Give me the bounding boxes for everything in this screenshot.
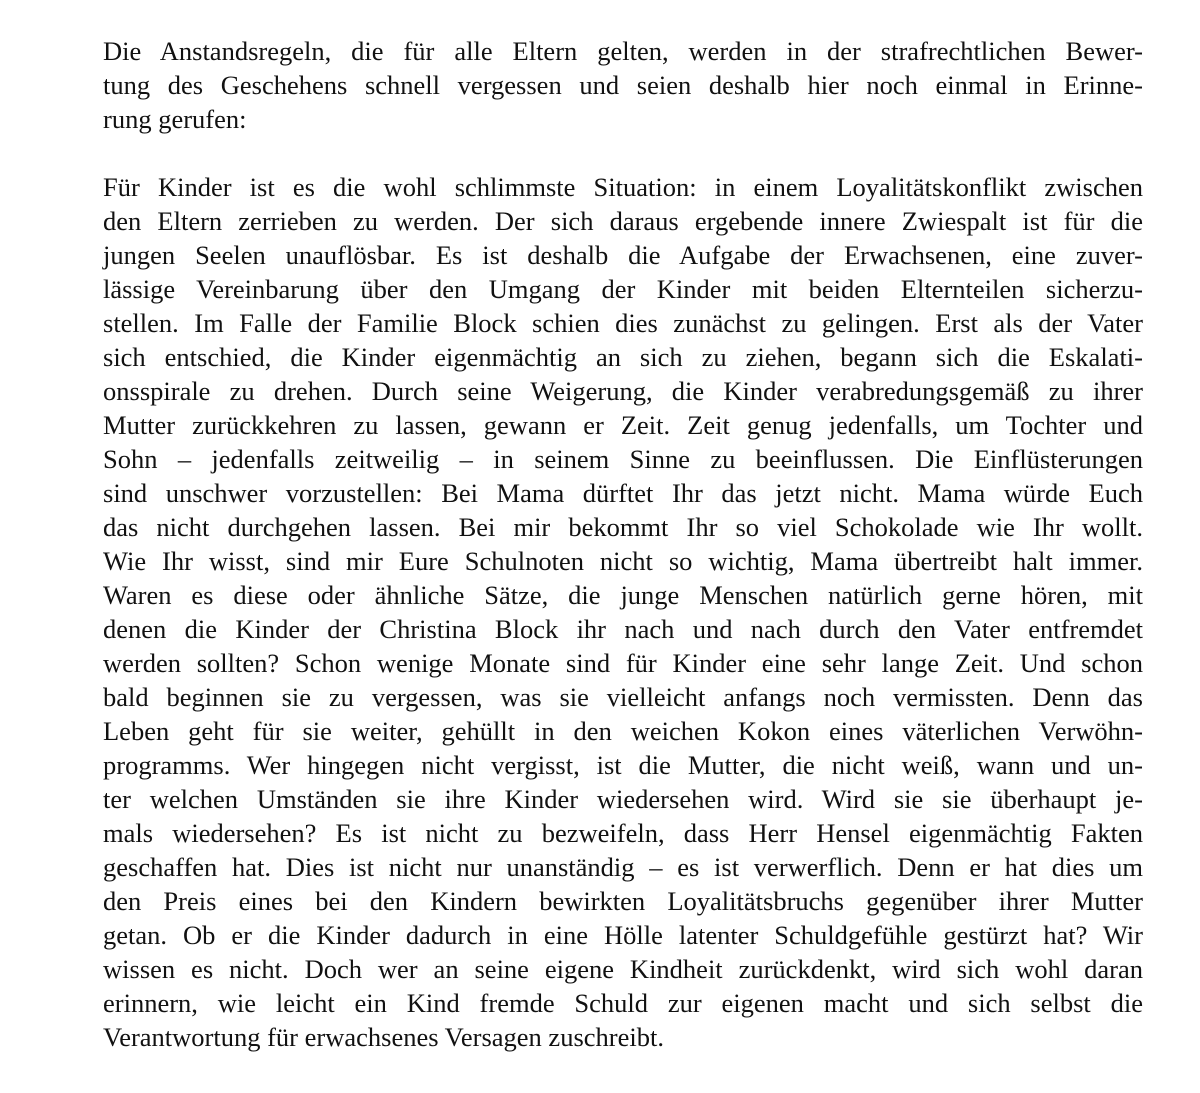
text-line: denen die Kinder der Christina Block ihr nach und nach durch den Vater entfremdet [103,614,1143,644]
text-line: onsspirale zu drehen. Durch seine Weigerung, die Kinder verabredungsgemäß zu ihrer [103,376,1143,406]
text-line: ter welchen Umständen sie ihre Kinder wiedersehen wird. Wird sie sie überhaupt je- [103,784,1143,814]
text-line: sich entschied, die Kinder eigenmächtig an sich zu ziehen, begann sich die Eskalati- [103,342,1143,372]
text-line: Leben geht für sie weiter, gehüllt in den weichen Kokon eines väterlichen Verwöhn- [103,716,1143,746]
text-line: programms. Wer hingegen nicht vergisst, ist die Mutter, die nicht weiß, wann und un- [103,750,1143,780]
text-line: jungen Seelen unauflösbar. Es ist deshalb die Aufgabe der Erwachsenen, eine zuver- [103,240,1143,270]
document-page [103,34,1143,1054]
text-line: Waren es diese oder ähnliche Sätze, die junge Menschen natürlich gerne hören, mit [103,580,1143,610]
text-line: wissen es nicht. Doch wer an seine eigene Kindheit zurückdenkt, wird sich wohl daran [103,954,1143,984]
text-line: werden sollten? Schon wenige Monate sind für Kinder eine sehr lange Zeit. Und schon [103,648,1143,678]
text-line: Verantwortung für erwachsenes Versagen zuschreibt. [103,1022,664,1052]
text-line: lässige Vereinbarung über den Umgang der Kinder mit beiden Elternteilen sicherzu- [103,274,1143,304]
text-line: tung des Geschehens schnell vergessen und seien deshalb hier noch einmal in Erinne- [103,70,1143,100]
paragraph-spacer [103,136,1143,170]
paragraph-main [103,170,1143,1054]
text-line: bald beginnen sie zu vergessen, was sie vielleicht anfangs noch vermissten. Denn das [103,682,1143,712]
paragraph-intro [103,34,1143,136]
text-line: Die Anstandsregeln, die für alle Eltern gelten, werden in der strafrechtlichen Bewer- [103,36,1143,66]
text-line: mals wiedersehen? Es ist nicht zu bezweifeln, dass Herr Hensel eigenmächtig Fakten [103,818,1143,848]
text-line: Für Kinder ist es die wohl schlimmste Situation: in einem Loyalitätskonflikt zwischen [103,172,1143,202]
text-line: getan. Ob er die Kinder dadurch in eine Hölle latenter Schuldgefühle gestürzt hat? Wir [103,920,1143,950]
text-line: den Preis eines bei den Kindern bewirkten Loyalitätsbruchs gegenüber ihrer Mutter [103,886,1143,916]
text-line: das nicht durchgehen lassen. Bei mir bekommt Ihr so viel Schokolade wie Ihr wollt. [103,512,1143,542]
text-line: erinnern, wie leicht ein Kind fremde Schuld zur eigenen macht und sich selbst die [103,988,1143,1018]
text-line: Wie Ihr wisst, sind mir Eure Schulnoten nicht so wichtig, Mama übertreibt halt immer. [103,546,1143,576]
text-line: den Eltern zerrieben zu werden. Der sich daraus ergebende innere Zwiespalt ist für die [103,206,1143,236]
text-line: rung gerufen: [103,104,247,134]
text-line: Mutter zurückkehren zu lassen, gewann er Zeit. Zeit genug jedenfalls, um Tochter und [103,410,1143,440]
text-line: geschaffen hat. Dies ist nicht nur unanständig – es ist verwerflich. Denn er hat dies um [103,852,1143,882]
text-line: Sohn – jedenfalls zeitweilig – in seinem Sinne zu beeinflussen. Die Einflüsterungen [103,444,1143,474]
text-line: sind unschwer vorzustellen: Bei Mama dürftet Ihr das jetzt nicht. Mama würde Euch [103,478,1143,508]
text-line: stellen. Im Falle der Familie Block schien dies zunächst zu gelingen. Erst als der Vater [103,308,1143,338]
